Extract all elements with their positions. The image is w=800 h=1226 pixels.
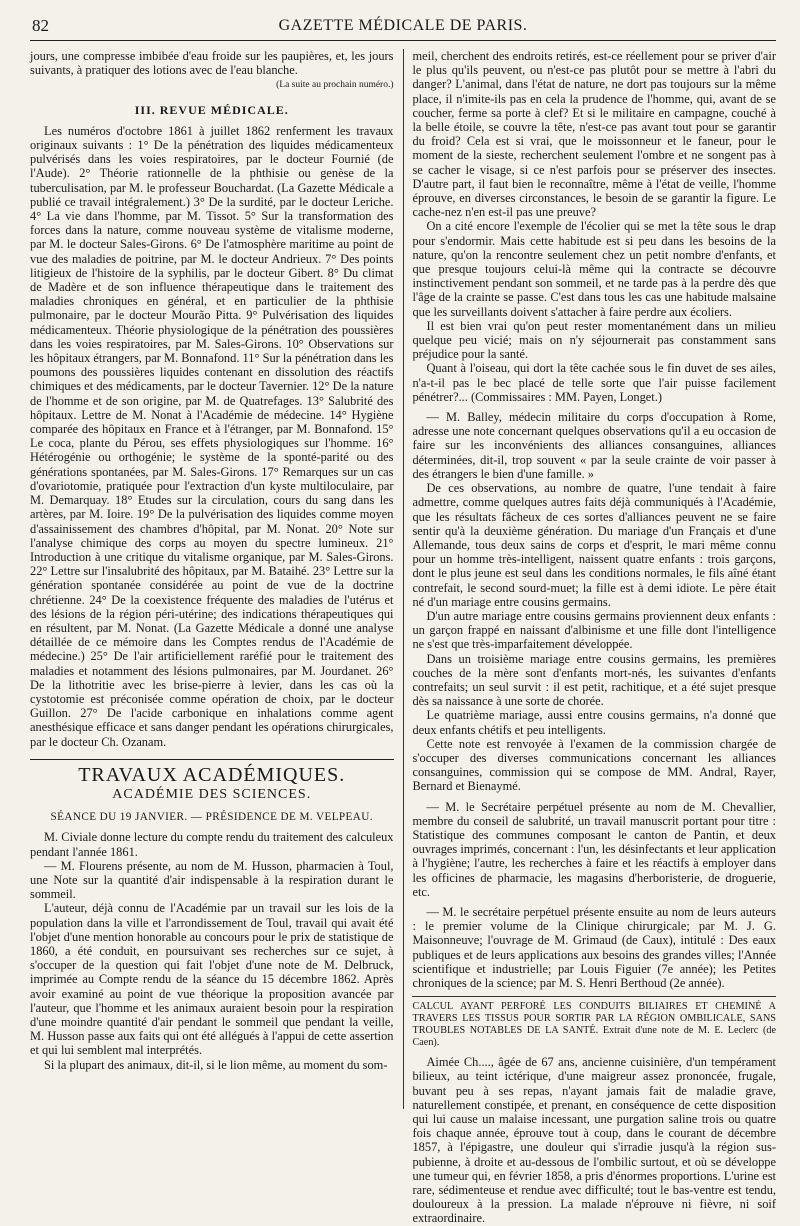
session-heading: SÉANCE DU 19 JANVIER. — PRÉSIDENCE DE M. VELPEAU.	[50, 811, 373, 824]
paragraph: Dans un troisième mariage entre cousins germains, les premières couches de la mère sont d'enfants mort-nés, les suivantes d'enfants contrefaits; un seul survit : il est petit, rachitique, et a été sujet presque dès sa naissance à une sorte de chorée.	[412, 651, 776, 709]
paragraph: Cette note est renvoyée à l'examen de la commission chargée de s'occuper des diverses communications concernant les alliances consanguines, commission qui se compose de MM. Andral, Rayer, Bernard et Bienaymé.	[412, 736, 776, 794]
columns	[30, 49, 776, 1226]
paragraph: Il est bien vrai qu'on peut rester momentanément dans un milieu quelque peu vicié; mais on n'y séjournerait pas constamment sans préjudice pour la santé.	[412, 318, 776, 362]
paragraph: — M. Flourens présente, au nom de M. Husson, pharmacien à Toul, une Note sur la quantité d'air indispensable à la respiration durant le sommeil.	[30, 858, 394, 902]
paragraph: Les numéros d'octobre 1861 à juillet 1862 renferment les travaux originaux suivants : 1° De la pénétration des liquides médicamenteux pulvérisés dans les voies respiratoires, par le docteur Fournié (de l'Aude). 2° Théorie rationnelle de la phthisie ou genèse de la tuberculisation, par M. le professeur Bouchardat. (La Gazette Médicale a publié ce travail intégralement.) 3° De la surdité, par le docteur Leriche. 4° La vie dans l'homme, par M. Tissot. 5° Sur la transformation des forces dans la nature, comme nouveau système de vitalisme moderne, par M. le docteur Sales-Girons. 6° De l'atmosphère maritime au point de vue des maladies de poitrine, par M. le docteur Andrieux. 7° Des points litigieux de l'histoire de la syphilis, par le docteur Gibert. 8° Du climat de Madère et de son influence thérapeutique dans le traitement des maladies chroniques en général, et en particulier de la phthisie pulmonaire, par le docteur Mourão Pitta. 9° Pulvérisation des liquides médicamenteux. Théorie physiologique de la pénétration des poussières dans les voies respiratoires, par M. Sales-Girons. 10° Observations sur les hôpitaux étrangers, par M. Bonnafond. 11° Sur la pénétration dans les poumons des poussières liquides contenant en dissolution des réactifs chimiques et des médicaments, par le docteur Tavernier. 12° De la nature de l'homme et de son origine, par M. de Quatrefages. 13° Salubrité des hôpitaux. Lettre de M. Nonat à l'Académie de médecine. 14° Hygiène comparée des hôpitaux en France et à l'étranger, par M. Bonnafond. 15° Le coca, plante du Pérou, ses effets physiologiques sur l'homme. 16° Hétérogénie ou orthogénie; le système de la sponté-parité ou des générations spontanées, par M. Sales-Girons. 17° Remarques sur un cas d'ovariotomie, pratiquée pour l'extraction d'un kyste multiloculaire, par M. Demarquay. 18° Etudes sur la circulation, cours du sang dans les artères, par M. Ioire. 19° De la pulvérisation des liquides comme moyen d'assainissement des chambres d'hôpital, par M. Nonat. 20° Note sur l'analyse chimique des corps au moyen du spectre lumineux. 21° Introduction à une critique du vitalisme organique, par M. Sales-Girons. 22° Lettre sur l'insalubrité des hôpitaux, par M. Bataihé. 23° Lettre sur la génération spontanée considérée au point de vue de la doctrine chrétienne. 24° De la coexistence fréquente des maladies de l'utérus et des lésions de la région péri-utérine; des indications thérapeutiques qui en résultent, par M. Nonat. (La Gazette Médicale a donné une analyse détaillée de ce mémoire dans les Comptes rendus de l'Académie de médecine.) 25° De l'air artificiellement raréfié pour le traitement des maladies et notamment des lésions pulmonaires, par M. Jourdanet. 26° De la lithotritie avec les brise-pierre à levier, dans les cas où la cystotomie est préconisée comme opération de choix, par le docteur Guillon. 27° De l'acide carbonique en inhalations comme agent anesthésique efficace et sans danger pendant les opérations chirurgicales, par le docteur Ch. Ozanam.	[30, 123, 394, 749]
paragraph: L'auteur, déjà connu de l'Académie par un travail sur les lois de la population dans la ville et l'arrondissement de Toul, travail qui avait été l'objet d'une mention honorable au concours pour le prix de statistique de 1860, a été conduit, en poursuivant ses recherches sur ce sujet, à s'occuper de la question qui fait l'objet d'une note de M. Delbruck, imprimée au Compte rendu de la séance du 15 décembre 1862. Après avoir examiné au point de vue théorique la proposition avancée par l'auteur, que l'homme et les animaux auraient besoin pour la respiration d'une moindre quantité d'air pendant le sommeil que pendant la veille, M. Husson passe aux faits qui ont été allégués à l'appui de cette assertion et qui lui semblent mal interprétés.	[30, 901, 394, 1058]
section-heading: III. REVUE MÉDICALE.	[134, 102, 289, 117]
right-column	[403, 49, 776, 1226]
note-heading: CALCUL AYANT PERFORÉ LES CONDUITS BILIAIRES ET CHEMINÉ A TRAVERS LES TISSUS POUR SORTIR PAR LA RÉGION OMBILICALE, SANS TROUBLES NOTABLES DE LA SANTÉ. Extrait d'une note de M. E. Leclerc (de Caen).	[412, 996, 776, 1049]
paragraph: M. Civiale donne lecture du compte rendu du traitement des calculeux pendant l'année 1861.	[30, 830, 394, 859]
academic-section	[30, 759, 394, 825]
section-title: TRAVAUX ACADÉMIQUES.	[78, 763, 346, 786]
paragraph: — M. le secrétaire perpétuel présente ensuite au nom de leurs auteurs : le premier volume de la Clinique chirurgicale; par M. J. G. Maisonneuve; l'ouvrage de M. Grimaud (de Caux), intitulé : Des eaux publiques et de leurs applications aux besoins des grandes villes; l'Année scientifique et industrielle; par Louis Figuier (7e année); les Petites chroniques de la science; par M. S. Henri Berthoud (2e année).	[412, 904, 776, 990]
section-subtitle: ACADÉMIE DES SCIENCES.	[112, 786, 312, 802]
page-number: 82	[32, 16, 49, 35]
paragraph: — M. Balley, médecin militaire du corps d'occupation à Rome, adresse une note concernant quelques observations qu'il a eu occasion de faire sur les inconvénients des alliances consanguines, alliances déterminées, dit-il, trop souvent « par la seule crainte de voir passer à des étrangers le bien d'une famille. »	[412, 410, 776, 481]
continued-note: (La suite au prochain numéro.)	[276, 80, 394, 91]
paragraph: meil, cherchent des endroits retirés, est-ce réellement pour se priver d'air le plus qu'ils peuvent, ou n'est-ce pas plutôt pour se mettre à l'abri du danger? L'animal, dans l'état de nature, ne dort pas toujours sur la même place, il n'imite-ils pas en cela la prudence de l'homme, qui, avant de se coucher, ferme sa porte à clef? Et si le militaire en campagne, couché à la belle étoile, se couvre la tête, n'est-ce pas avant tout pour se garantir du froid? Cela est si vrai, que le moissonneur et le faneur, pour le moment de la sieste, recherchent seulement l'ombre et ne songent pas à se cacher le visage, si ce n'est parfois pour se préserver des insectes. D'autre part, il faut bien le reconnaître, même à l'état de veille, l'homme éprouve, en diverses circonstances, le besoin de se garantir la figure. Le cache-nez n'en est-il pas une preuve?	[412, 49, 776, 220]
paragraph: — M. le Secrétaire perpétuel présente au nom de M. Chevallier, membre du conseil de salubrité, un travail manuscrit portant pour titre : Statistique des communes composant le canton de Pantin, et deux ouvrages imprimés, concernant : l'un, les désinfectants et leur application à l'hygiène; l'autre, les recherches à faire et les réactifs à employer dans les officines de pharmacie, les magasins d'herboristerie, de droguerie, etc.	[412, 799, 776, 899]
page-header	[30, 14, 776, 41]
paragraph: Quant à l'oiseau, qui dort la tête cachée sous le fin duvet de ses ailes, n'a-t-il pas le bec placé de telle sorte que l'air puisse facilement pénétrer?... (Commissaires : MM. Payen, Longet.)	[412, 361, 776, 404]
running-title: GAZETTE MÉDICALE DE PARIS.	[278, 17, 528, 34]
paragraph: Si la plupart des animaux, dit-il, si le lion même, au moment du som-	[44, 1057, 388, 1072]
paragraph: Le quatrième mariage, aussi entre cousins germains, n'a donné que deux enfants chétifs et peu intelligents.	[412, 708, 776, 737]
paragraph: jours, une compresse imbibée d'eau froide sur les paupières, et, les jours suivants, à pratiquer des lotions avec de l'eau blanche.	[30, 49, 394, 78]
paragraph: Aimée Ch...., âgée de 67 ans, ancienne cuisinière, d'un tempérament bilieux, au teint ictérique, d'une maigreur assez prononcée, frugale, buvant peu à ses repas, n'ayant jamais fait de maladie grave, naturellement constipée, et prenant, en conséquence de cette disposition qui lui cause un malaise incessant, une purgation saline trois ou quatre fois chaque année, éprouve tout à coup, dans le courant de décembre 1857, à l'épigastre, une douleur qui s'irradie jusqu'à la région sus-pubienne, à droite et au-dessous de l'ombilic surtout, et où se développe une tumeur qui, en février 1858, a pris d'énormes proportions. L'urine est rare, sédimenteuse et rendue avec difficulté; tout le bas-ventre est tendu, douloureux à la pression. La malade n'éprouve ni fièvre, ni soif extraordinaire.	[412, 1055, 776, 1226]
paragraph: On a cité encore l'exemple de l'écolier qui se met la tête sous le drap pour s'endormir. Mais cette habitude est si peu dans les besoins de la nature, qu'on la rencontre seulement chez un petit nombre d'enfants, et que presque toujours celui-là même qui la contracte se découvre instinctivement pendant son sommeil, et ne tarde pas à la perdre dès que l'âge de la crainte se passe. C'est dans tous les cas une habitude malsaine que les surveillants doivent s'attacher à faire perdre aux écoliers.	[412, 219, 776, 319]
paragraph: De ces observations, au nombre de quatre, l'une tendait à faire admettre, comme quelques autres faits déjà communiqués à l'Académie, que les résultats fâcheux de ces sortes d'alliances peuvent ne se faire sentir qu'à la deuxième génération. Du mariage d'un Français et d'une Allemande, tous deux sains de corps et d'esprit, le mari même connu pour un homme très-intelligent, naissent quatre enfants : trois garçons, dont le plus jeune est seul dans les conditions normales, le fils aîné étant contrefait, le second sourd-muet; la fille est à demi idiote. Le père était né d'un mariage entre cousins germains.	[412, 481, 776, 609]
left-column	[30, 49, 403, 1109]
paragraph: D'un autre mariage entre cousins germains proviennent deux enfants : un garçon frappé en naissant d'albinisme et une fille dont l'intelligence ne s'est que très-imparfaitement développée.	[412, 608, 776, 652]
